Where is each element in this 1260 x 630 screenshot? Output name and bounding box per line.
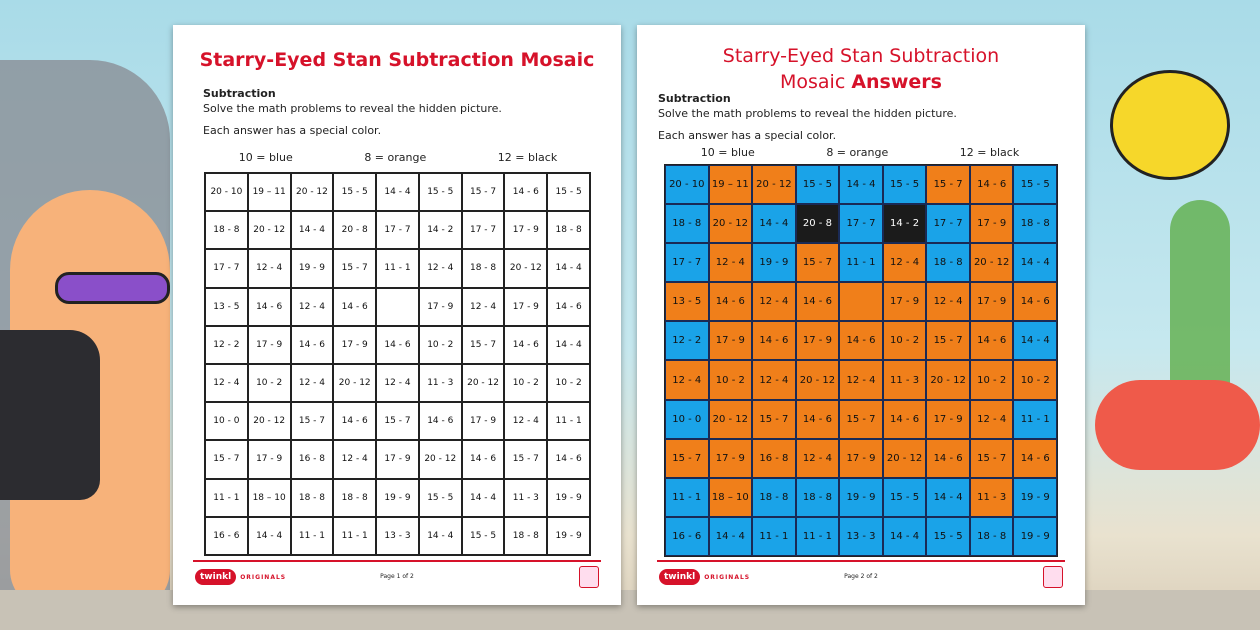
- mosaic-cell: 13 - 3: [376, 517, 419, 555]
- mosaic-cell: 20 - 12: [462, 364, 505, 402]
- mosaic-cell: 14 - 4: [462, 479, 505, 517]
- mosaic-cell: 20 - 10: [205, 173, 248, 211]
- mosaic-cell: 18 - 8: [333, 479, 376, 517]
- mosaic-cell: 14 - 6: [1013, 439, 1057, 478]
- mosaic-cell: 18 - 8: [752, 478, 796, 517]
- brand: twinkl: [195, 569, 236, 585]
- mosaic-cell: 14 - 4: [248, 517, 291, 555]
- mosaic-cell: 15 - 7: [205, 440, 248, 478]
- mosaic-cell: 12 - 4: [291, 364, 334, 402]
- mosaic-cell: 14 - 4: [839, 165, 883, 204]
- mosaic-cell: 14 - 6: [1013, 282, 1057, 321]
- mosaic-cell: 14 - 4: [291, 211, 334, 249]
- worksheet-page: [173, 25, 621, 605]
- mosaic-cell: 11 - 3: [970, 478, 1014, 517]
- footer-divider: [193, 560, 601, 562]
- mosaic-cell: 14 - 4: [752, 204, 796, 243]
- mosaic-cell: 20 - 10: [665, 165, 709, 204]
- mosaic-cell: 14 - 6: [709, 282, 753, 321]
- mosaic-cell: 20 - 12: [248, 211, 291, 249]
- mosaic-cell: 20 - 8: [333, 211, 376, 249]
- title-line: Starry-Eyed Stan Subtraction: [722, 45, 1000, 67]
- mosaic-cell: 18 - 8: [926, 243, 970, 282]
- quality-badge-icon: [579, 566, 599, 588]
- mosaic-cell: 11 - 1: [796, 517, 840, 556]
- mosaic-cell: 12 - 4: [419, 249, 462, 287]
- mosaic-cell: 20 - 8: [796, 204, 840, 243]
- mosaic-cell: 17 - 9: [504, 211, 547, 249]
- mosaic-cell: 15 - 7: [839, 400, 883, 439]
- mosaic-cell: 17 - 7: [665, 243, 709, 282]
- mosaic-cell: 15 - 5: [333, 173, 376, 211]
- color-key: [203, 151, 593, 164]
- mosaic-cell: 10 - 2: [419, 326, 462, 364]
- mosaic-cell: 10 - 0: [665, 400, 709, 439]
- mosaic-cell: 14 - 6: [547, 440, 590, 478]
- mosaic-cell: 15 - 7: [926, 165, 970, 204]
- mosaic-grid: [204, 172, 591, 556]
- subheading: Subtraction: [203, 87, 276, 100]
- mosaic-cell: 17 - 7: [462, 211, 505, 249]
- mosaic-cell: 12 - 4: [970, 400, 1014, 439]
- key-item: 8 = orange: [826, 146, 889, 159]
- mosaic-cell: 10 - 2: [709, 360, 753, 399]
- mosaic-cell: 17 - 9: [883, 282, 927, 321]
- title-answers: Answers: [851, 71, 942, 93]
- instruction: Solve the math problems to reveal the hidden picture.: [203, 102, 502, 115]
- mosaic-cell: 17 - 7: [839, 204, 883, 243]
- mosaic-cell: 11 - 1: [333, 517, 376, 555]
- mosaic-cell: 14 - 6: [462, 440, 505, 478]
- mosaic-cell: 18 - 8: [462, 249, 505, 287]
- mosaic-cell: 12 - 4: [248, 249, 291, 287]
- mosaic-cell: 20 - 12: [926, 360, 970, 399]
- jacket: [0, 330, 100, 500]
- mosaic-cell: 15 - 5: [796, 165, 840, 204]
- mosaic-cell: 19 – 11: [248, 173, 291, 211]
- mosaic-cell: 16 - 6: [205, 517, 248, 555]
- mosaic-cell: 14 - 4: [376, 173, 419, 211]
- mosaic-cell: 15 - 7: [665, 439, 709, 478]
- mosaic-cell: 10 - 0: [205, 402, 248, 440]
- mosaic-cell: 12 - 4: [883, 243, 927, 282]
- mosaic-cell: 14 - 6: [752, 321, 796, 360]
- mosaic-cell: 17 - 9: [419, 288, 462, 326]
- instruction: Each answer has a special color.: [658, 129, 837, 142]
- mosaic-cell: 12 - 4: [752, 282, 796, 321]
- mosaic-cell: 20 - 12: [709, 204, 753, 243]
- mosaic-cell: 14 - 4: [709, 517, 753, 556]
- mosaic-cell: 15 - 7: [970, 439, 1014, 478]
- page-number: Page 1 of 2: [380, 573, 414, 580]
- fish: [1110, 70, 1230, 180]
- mosaic-cell: 20 - 12: [248, 402, 291, 440]
- mosaic-cell: 11 - 1: [376, 249, 419, 287]
- mosaic-cell: 15 - 7: [462, 173, 505, 211]
- answer-mosaic-grid: [664, 164, 1058, 557]
- mosaic-cell: 15 - 7: [504, 440, 547, 478]
- mosaic-cell: 12 - 4: [926, 282, 970, 321]
- mosaic-cell: 17 - 9: [970, 282, 1014, 321]
- mosaic-cell: 15 - 5: [547, 173, 590, 211]
- mosaic-cell: 15 - 5: [419, 479, 462, 517]
- mosaic-cell: [839, 282, 883, 321]
- mosaic-cell: 15 - 5: [462, 517, 505, 555]
- mosaic-cell: 19 - 9: [839, 478, 883, 517]
- mosaic-cell: 17 - 9: [796, 321, 840, 360]
- mosaic-cell: 20 - 12: [752, 165, 796, 204]
- mosaic-cell: 17 - 7: [926, 204, 970, 243]
- mosaic-cell: 17 - 9: [333, 326, 376, 364]
- coral: [1095, 380, 1260, 470]
- mosaic-cell: 14 - 4: [1013, 321, 1057, 360]
- mosaic-cell: 14 - 6: [883, 400, 927, 439]
- mosaic-cell: 15 - 7: [462, 326, 505, 364]
- mosaic-cell: 12 - 4: [796, 439, 840, 478]
- mosaic-cell: 14 - 4: [1013, 243, 1057, 282]
- mosaic-cell: 17 - 9: [248, 326, 291, 364]
- mosaic-cell: 14 - 6: [376, 326, 419, 364]
- mosaic-cell: 18 – 10: [709, 478, 753, 517]
- page-number: Page 2 of 2: [844, 573, 878, 580]
- mosaic-cell: 17 - 9: [839, 439, 883, 478]
- page-title: Starry-Eyed Stan Subtraction Mosaic: [199, 49, 595, 71]
- mosaic-cell: [376, 288, 419, 326]
- mosaic-cell: 11 - 3: [504, 479, 547, 517]
- mosaic-cell: 17 - 9: [504, 288, 547, 326]
- mosaic-cell: 10 - 2: [970, 360, 1014, 399]
- mosaic-cell: 14 - 6: [419, 402, 462, 440]
- mosaic-cell: 16 - 6: [665, 517, 709, 556]
- key-item: 12 = black: [959, 146, 1020, 159]
- mosaic-cell: 18 - 8: [1013, 204, 1057, 243]
- quality-badge-icon: [1043, 566, 1063, 588]
- mosaic-cell: 20 - 12: [291, 173, 334, 211]
- mosaic-cell: 15 - 7: [291, 402, 334, 440]
- mosaic-cell: 20 - 12: [970, 243, 1014, 282]
- mosaic-cell: 12 - 4: [376, 364, 419, 402]
- mosaic-cell: 15 - 7: [376, 402, 419, 440]
- key-item: 8 = orange: [364, 151, 427, 164]
- mosaic-cell: 18 - 8: [205, 211, 248, 249]
- mosaic-cell: 14 - 6: [926, 439, 970, 478]
- mosaic-cell: 14 - 6: [291, 326, 334, 364]
- mosaic-cell: 14 - 2: [883, 204, 927, 243]
- mosaic-cell: 12 - 4: [205, 364, 248, 402]
- mosaic-cell: 19 - 9: [547, 517, 590, 555]
- mosaic-cell: 18 - 8: [796, 478, 840, 517]
- mosaic-cell: 17 - 7: [376, 211, 419, 249]
- mosaic-cell: 19 - 9: [376, 479, 419, 517]
- mosaic-cell: 15 - 7: [926, 321, 970, 360]
- mosaic-cell: 14 - 4: [547, 326, 590, 364]
- mosaic-cell: 14 - 4: [883, 517, 927, 556]
- mosaic-cell: 18 - 8: [504, 517, 547, 555]
- key-item: 10 = blue: [238, 151, 293, 164]
- mosaic-cell: 10 - 2: [1013, 360, 1057, 399]
- mosaic-cell: 11 - 1: [291, 517, 334, 555]
- mosaic-cell: 16 - 8: [291, 440, 334, 478]
- mosaic-cell: 19 - 9: [1013, 478, 1057, 517]
- mosaic-cell: 15 - 5: [419, 173, 462, 211]
- mosaic-cell: 19 – 11: [709, 165, 753, 204]
- mosaic-cell: 15 - 7: [333, 249, 376, 287]
- mosaic-cell: 16 - 8: [752, 439, 796, 478]
- brand-sub: ORIGINALS: [240, 573, 287, 581]
- mosaic-cell: 14 - 2: [419, 211, 462, 249]
- mosaic-cell: 11 - 3: [883, 360, 927, 399]
- answer-page: [637, 25, 1085, 605]
- mosaic-cell: 11 - 1: [752, 517, 796, 556]
- mosaic-cell: 14 - 6: [333, 402, 376, 440]
- mosaic-cell: 20 - 12: [504, 249, 547, 287]
- mosaic-cell: 12 - 2: [665, 321, 709, 360]
- mosaic-cell: 11 - 1: [1013, 400, 1057, 439]
- mosaic-cell: 17 - 9: [709, 321, 753, 360]
- mosaic-cell: 14 - 4: [547, 249, 590, 287]
- mosaic-cell: 19 - 9: [291, 249, 334, 287]
- page-title: [637, 43, 1085, 95]
- mosaic-cell: 15 - 5: [883, 165, 927, 204]
- mosaic-cell: 13 - 3: [839, 517, 883, 556]
- mosaic-cell: 20 - 12: [883, 439, 927, 478]
- mosaic-cell: 12 - 2: [205, 326, 248, 364]
- mosaic-cell: 15 - 5: [1013, 165, 1057, 204]
- instruction: Solve the math problems to reveal the hidden picture.: [658, 107, 957, 120]
- mosaic-cell: 14 - 4: [419, 517, 462, 555]
- mosaic-cell: 13 - 5: [205, 288, 248, 326]
- mosaic-cell: 14 - 6: [796, 282, 840, 321]
- brand-sub: ORIGINALS: [704, 573, 751, 581]
- mosaic-cell: 12 - 4: [291, 288, 334, 326]
- mosaic-cell: 10 - 2: [504, 364, 547, 402]
- mosaic-cell: 18 - 8: [291, 479, 334, 517]
- mosaic-cell: 20 - 12: [333, 364, 376, 402]
- brand: twinkl: [659, 569, 700, 585]
- mosaic-cell: 14 - 6: [547, 288, 590, 326]
- mosaic-cell: 18 - 8: [547, 211, 590, 249]
- mosaic-cell: 19 - 9: [547, 479, 590, 517]
- key-item: 12 = black: [497, 151, 558, 164]
- title-line: Mosaic: [780, 71, 852, 93]
- mosaic-cell: 15 - 5: [883, 478, 927, 517]
- mosaic-cell: 12 - 4: [462, 288, 505, 326]
- footer-divider: [657, 560, 1065, 562]
- mosaic-cell: 12 - 4: [665, 360, 709, 399]
- mosaic-cell: 13 - 5: [665, 282, 709, 321]
- mosaic-cell: 20 - 12: [796, 360, 840, 399]
- mosaic-cell: 19 - 9: [1013, 517, 1057, 556]
- mosaic-cell: 20 - 12: [419, 440, 462, 478]
- mosaic-cell: 10 - 2: [883, 321, 927, 360]
- sunglasses: [55, 272, 170, 304]
- mosaic-cell: 15 - 7: [796, 243, 840, 282]
- mosaic-cell: 14 - 4: [926, 478, 970, 517]
- mosaic-cell: 18 – 10: [248, 479, 291, 517]
- mosaic-cell: 17 - 9: [376, 440, 419, 478]
- mosaic-cell: 18 - 8: [970, 517, 1014, 556]
- mosaic-cell: 11 - 1: [547, 402, 590, 440]
- mosaic-cell: 17 - 9: [248, 440, 291, 478]
- mosaic-cell: 14 - 6: [504, 326, 547, 364]
- mosaic-cell: 14 - 6: [248, 288, 291, 326]
- mosaic-cell: 20 - 12: [709, 400, 753, 439]
- mosaic-cell: 14 - 6: [504, 173, 547, 211]
- mosaic-cell: 18 - 8: [665, 204, 709, 243]
- color-key: [665, 146, 1055, 159]
- mosaic-cell: 14 - 6: [796, 400, 840, 439]
- mosaic-cell: 10 - 2: [547, 364, 590, 402]
- mosaic-cell: 17 - 9: [926, 400, 970, 439]
- mosaic-cell: 12 - 4: [752, 360, 796, 399]
- mosaic-cell: 15 - 7: [752, 400, 796, 439]
- mosaic-cell: 17 - 7: [205, 249, 248, 287]
- mosaic-cell: 11 - 1: [665, 478, 709, 517]
- mosaic-cell: 12 - 4: [333, 440, 376, 478]
- mosaic-cell: 14 - 6: [333, 288, 376, 326]
- mosaic-cell: 14 - 6: [970, 165, 1014, 204]
- mosaic-cell: 17 - 9: [970, 204, 1014, 243]
- subheading: Subtraction: [658, 92, 731, 105]
- mosaic-cell: 12 - 4: [709, 243, 753, 282]
- mosaic-cell: 14 - 6: [839, 321, 883, 360]
- mosaic-cell: 12 - 4: [839, 360, 883, 399]
- mosaic-cell: 11 - 1: [839, 243, 883, 282]
- instruction: Each answer has a special color.: [203, 124, 382, 137]
- mosaic-cell: 17 - 9: [709, 439, 753, 478]
- mosaic-cell: 11 - 1: [205, 479, 248, 517]
- mosaic-cell: 11 - 3: [419, 364, 462, 402]
- mosaic-cell: 15 - 5: [926, 517, 970, 556]
- mosaic-cell: 19 - 9: [752, 243, 796, 282]
- mosaic-cell: 17 - 9: [462, 402, 505, 440]
- mosaic-cell: 12 - 4: [504, 402, 547, 440]
- mosaic-cell: 14 - 6: [970, 321, 1014, 360]
- key-item: 10 = blue: [700, 146, 755, 159]
- mosaic-cell: 10 - 2: [248, 364, 291, 402]
